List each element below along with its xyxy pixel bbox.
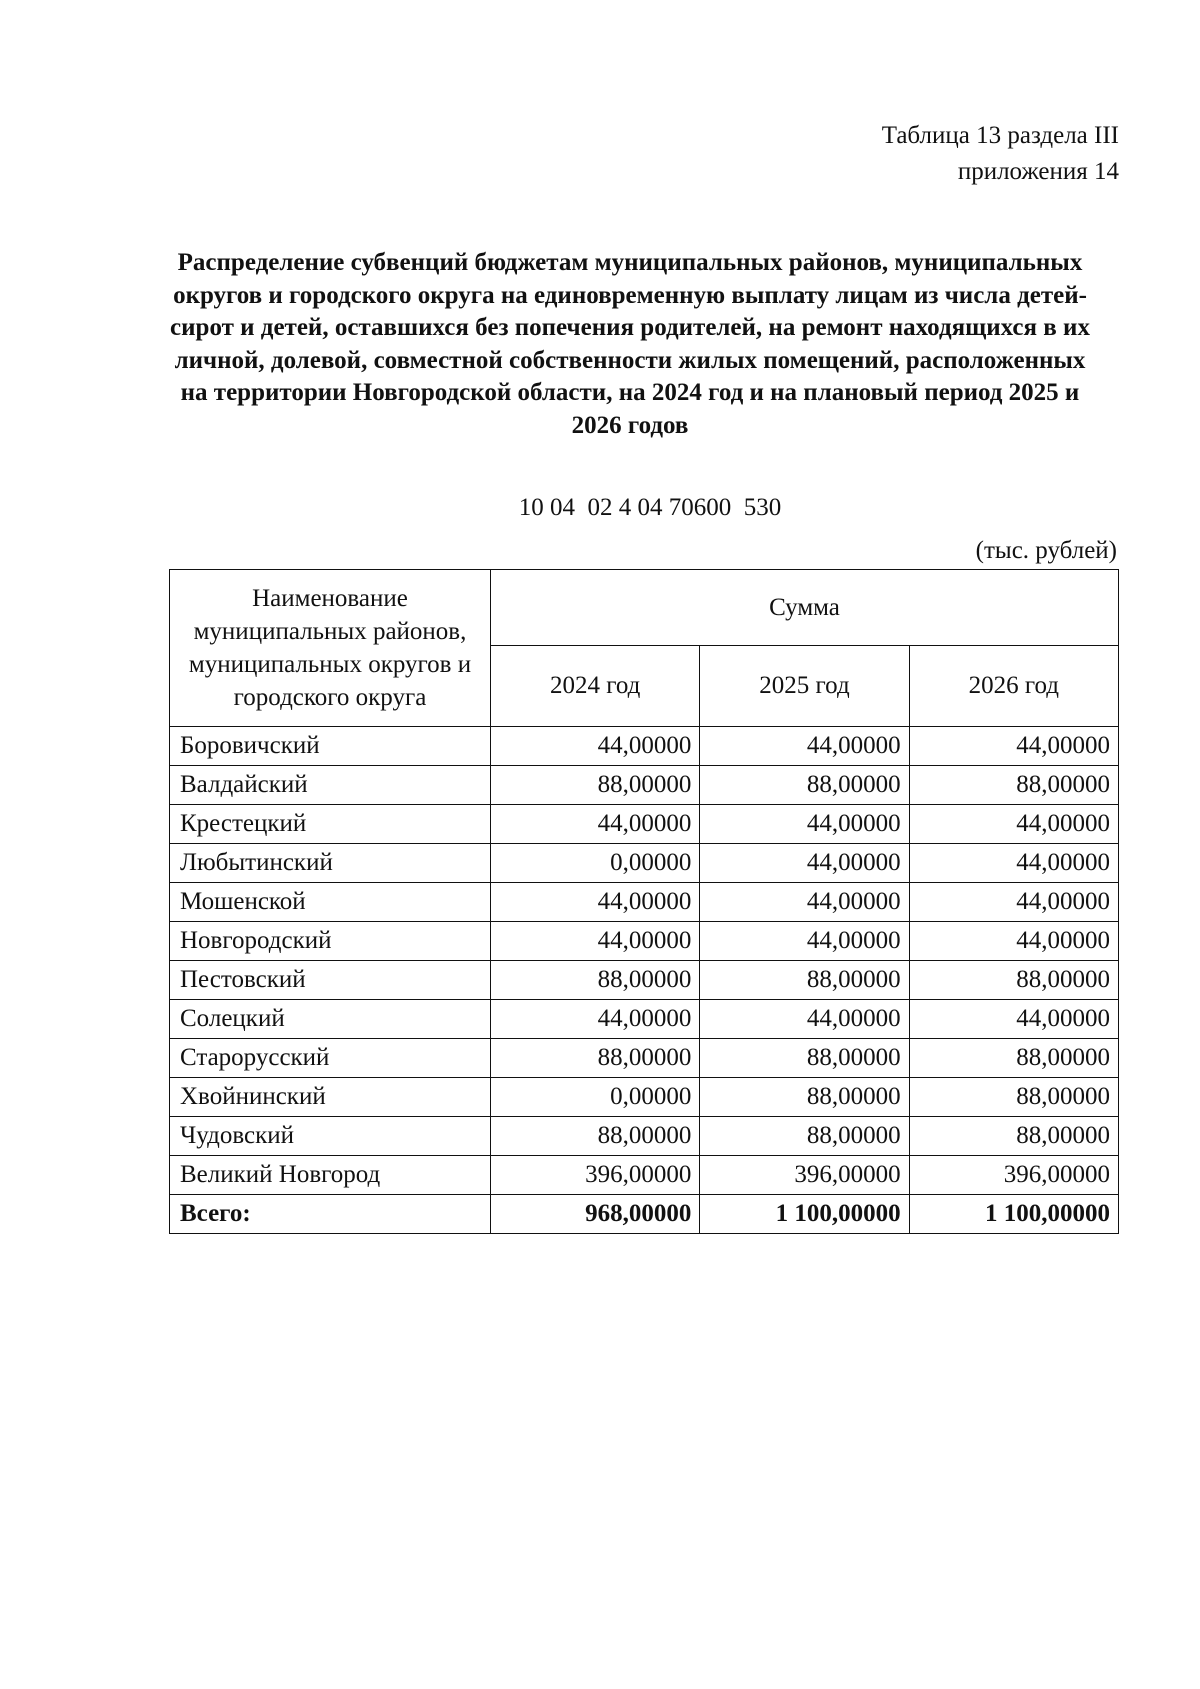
- amount-2025: 88,00000: [700, 1039, 909, 1078]
- amount-2024: 44,00000: [490, 1000, 699, 1039]
- year-2025-header: 2025 год: [700, 646, 909, 727]
- amount-2025: 44,00000: [700, 805, 909, 844]
- district-name: Валдайский: [170, 766, 491, 805]
- amount-2024: 44,00000: [490, 727, 699, 766]
- table-row: [170, 844, 1119, 883]
- amount-2025: 44,00000: [700, 922, 909, 961]
- district-name: Старорусский: [170, 1039, 491, 1078]
- year-2024-header: 2024 год: [490, 646, 699, 727]
- sum-column-header: Сумма: [490, 570, 1118, 646]
- total-2026: 1 100,00000: [909, 1195, 1118, 1234]
- table-row: [170, 805, 1119, 844]
- amount-2025: 88,00000: [700, 961, 909, 1000]
- district-name: Боровичский: [170, 727, 491, 766]
- amount-2024: 88,00000: [490, 1039, 699, 1078]
- amount-2026: 44,00000: [909, 1000, 1118, 1039]
- amount-2025: 88,00000: [700, 766, 909, 805]
- table-row: [170, 922, 1119, 961]
- amount-2026: 88,00000: [909, 1078, 1118, 1117]
- amount-2024: 88,00000: [490, 1117, 699, 1156]
- year-2026-header: 2026 год: [909, 646, 1118, 727]
- budget-classification-code: 10 04 02 4 04 70600 530: [518, 494, 782, 521]
- district-name: Новгородский: [170, 922, 491, 961]
- total-label: Всего:: [170, 1195, 491, 1234]
- table-reference-line-1: Таблица 13 раздела III: [881, 122, 1119, 149]
- district-name: Любытинский: [170, 844, 491, 883]
- table-row: [170, 1156, 1119, 1195]
- amount-2026: 88,00000: [909, 961, 1118, 1000]
- document-title: Распределение субвенций бюджетам муниципальных районов, муниципальных округов и городского округа на единовременную выплату лицам из числа детей-сирот и детей, оставшихся без попечения родителей, на ремонт находящихся в их личной, долевой, совместной собственности жилых помещений, расположенных на территории Новгородской области, на 2024 год и на плановый период 2025 и 2026 годов: [170, 249, 1090, 439]
- total-row: [170, 1195, 1119, 1234]
- amount-2024: 44,00000: [490, 805, 699, 844]
- district-name: Крестецкий: [170, 805, 491, 844]
- table-reference: [882, 118, 1119, 190]
- district-name: Мошенской: [170, 883, 491, 922]
- amount-2026: 44,00000: [909, 883, 1118, 922]
- table-row: [170, 766, 1119, 805]
- units-label: (тыс. рублей): [975, 537, 1117, 564]
- amount-2026: 396,00000: [909, 1156, 1118, 1195]
- amount-2024: 44,00000: [490, 883, 699, 922]
- district-name: Пестовский: [170, 961, 491, 1000]
- table-reference-line-2: приложения 14: [957, 158, 1119, 185]
- district-name: Хвойнинский: [170, 1078, 491, 1117]
- amount-2026: 88,00000: [909, 1039, 1118, 1078]
- amount-2025: 396,00000: [700, 1156, 909, 1195]
- amount-2024: 396,00000: [490, 1156, 699, 1195]
- amount-2025: 44,00000: [700, 1000, 909, 1039]
- table-row: [170, 883, 1119, 922]
- amount-2025: 88,00000: [700, 1078, 909, 1117]
- amount-2024: 44,00000: [490, 922, 699, 961]
- amount-2025: 44,00000: [700, 844, 909, 883]
- amount-2024: 88,00000: [490, 961, 699, 1000]
- total-2025: 1 100,00000: [700, 1195, 909, 1234]
- amount-2026: 88,00000: [909, 1117, 1118, 1156]
- district-name: Великий Новгород: [170, 1156, 491, 1195]
- table-row: [170, 1039, 1119, 1078]
- amount-2026: 88,00000: [909, 766, 1118, 805]
- amount-2024: 0,00000: [490, 844, 699, 883]
- amount-2026: 44,00000: [909, 805, 1118, 844]
- amount-2024: 0,00000: [490, 1078, 699, 1117]
- table-row: [170, 961, 1119, 1000]
- amount-2026: 44,00000: [909, 727, 1118, 766]
- amount-2025: 88,00000: [700, 1117, 909, 1156]
- table-row: [170, 1078, 1119, 1117]
- subsidies-table: [169, 569, 1119, 1234]
- table-row: [170, 727, 1119, 766]
- total-2024: 968,00000: [490, 1195, 699, 1234]
- name-column-header: Наименование муниципальных районов, муниципальных округов и городского округа: [170, 570, 491, 727]
- amount-2025: 44,00000: [700, 727, 909, 766]
- amount-2025: 44,00000: [700, 883, 909, 922]
- amount-2026: 44,00000: [909, 844, 1118, 883]
- table-row: [170, 1000, 1119, 1039]
- district-name: Чудовский: [170, 1117, 491, 1156]
- district-name: Солецкий: [170, 1000, 491, 1039]
- table-row: [170, 1117, 1119, 1156]
- amount-2024: 88,00000: [490, 766, 699, 805]
- amount-2026: 44,00000: [909, 922, 1118, 961]
